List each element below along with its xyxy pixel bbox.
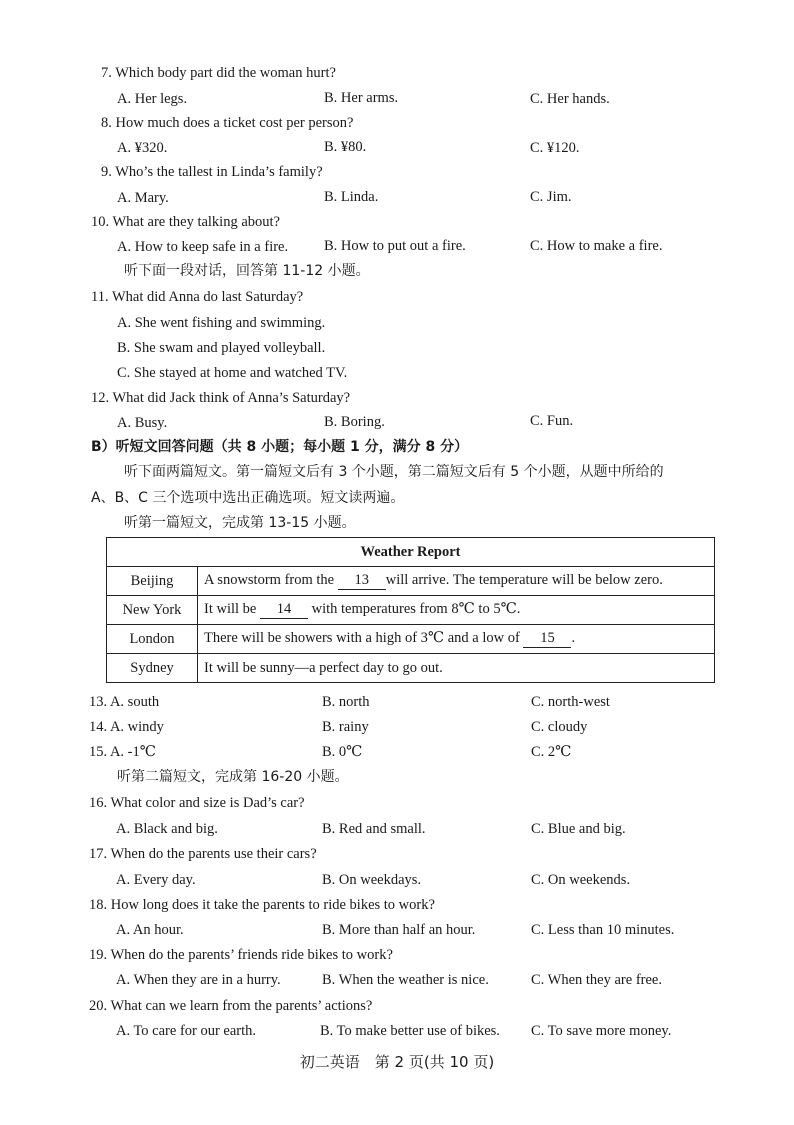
- option-13b: B. north: [322, 694, 370, 710]
- option-19a: A. When they are in a hurry.: [116, 972, 281, 988]
- section-b-title: B）听短文回答问题（共 8 小题；每小题 1 分，满分 8 分）: [91, 439, 469, 455]
- question-14: 14. A. windy: [89, 719, 164, 735]
- passage-2-instruction: 听第二篇短文，完成第 16-20 小题。: [117, 769, 349, 785]
- option-11b: B. She swam and played volleyball.: [117, 340, 326, 356]
- question-15: 15. A. -1℃: [89, 744, 156, 760]
- blank-13: 13: [338, 572, 386, 590]
- option-19c: C. When they are free.: [531, 972, 662, 988]
- table-row: [107, 567, 715, 596]
- question-7: 7. Which body part did the woman hurt?: [101, 65, 336, 81]
- option-17c: C. On weekends.: [531, 872, 631, 888]
- option-12b: B. Boring.: [324, 414, 385, 430]
- option-10b: B. How to put out a fire.: [324, 238, 466, 254]
- option-10a: A. How to keep safe in a fire.: [117, 239, 289, 255]
- question-12: 12. What did Jack think of Anna’s Saturday?: [91, 390, 351, 406]
- option-16c: C. Blue and big.: [531, 821, 626, 837]
- option-12a: A. Busy.: [117, 415, 168, 431]
- option-18b: B. More than half an hour.: [322, 922, 476, 938]
- forecast-cell: It will be 14 with temperatures from 8℃ to 5℃.: [198, 596, 715, 625]
- option-8a: A. ¥320.: [117, 140, 168, 156]
- option-8b: B. ¥80.: [324, 139, 367, 155]
- option-9c: C. Jim.: [530, 189, 572, 205]
- option-14b: B. rainy: [322, 719, 369, 735]
- option-20a: A. To care for our earth.: [116, 1023, 257, 1039]
- blank-15: 15: [523, 630, 571, 648]
- option-16a: A. Black and big.: [116, 821, 218, 837]
- city-cell: Beijing: [107, 567, 198, 596]
- question-11: 11. What did Anna do last Saturday?: [91, 289, 304, 305]
- weather-report-table: [106, 537, 715, 683]
- option-20b: B. To make better use of bikes.: [320, 1023, 500, 1039]
- option-17a: A. Every day.: [116, 872, 196, 888]
- question-10: 10. What are they talking about?: [91, 214, 280, 230]
- question-19: 19. When do the parents’ friends ride bikes to work?: [89, 947, 393, 963]
- option-19b: B. When the weather is nice.: [322, 972, 489, 988]
- question-18: 18. How long does it take the parents to ride bikes to work?: [89, 897, 435, 913]
- option-10c: C. How to make a fire.: [530, 238, 663, 254]
- table-row: [107, 625, 715, 654]
- option-11a: A. She went fishing and swimming.: [117, 315, 326, 331]
- option-12c: C. Fun.: [530, 413, 574, 429]
- option-15c: C. 2℃: [531, 744, 572, 760]
- table-row: [107, 596, 715, 625]
- question-20: 20. What can we learn from the parents’ actions?: [89, 998, 373, 1014]
- city-cell: New York: [107, 596, 198, 625]
- blank-14: 14: [260, 601, 308, 619]
- option-7a: A. Her legs.: [117, 91, 188, 107]
- option-9b: B. Linda.: [324, 189, 379, 205]
- table-title: Weather Report: [107, 538, 715, 567]
- option-15b: B. 0℃: [322, 744, 363, 760]
- city-cell: London: [107, 625, 198, 654]
- option-11c: C. She stayed at home and watched TV.: [117, 365, 348, 381]
- option-9a: A. Mary.: [117, 190, 169, 206]
- section-b-desc-1: 听下面两篇短文。第一篇短文后有 3 个小题，第二篇短文后有 5 个小题，从题中所给的: [124, 464, 664, 480]
- question-8: 8. How much does a ticket cost per person?: [101, 115, 354, 131]
- option-7c: C. Her hands.: [530, 91, 610, 107]
- page-footer: 初二英语 第 2 页(共 10 页): [299, 1053, 495, 1071]
- question-16: 16. What color and size is Dad’s car?: [89, 795, 305, 811]
- table-row: [107, 654, 715, 683]
- question-13: 13. A. south: [89, 694, 160, 710]
- option-20c: C. To save more money.: [531, 1023, 672, 1039]
- question-9: 9. Who’s the tallest in Linda’s family?: [101, 164, 323, 180]
- section-b-desc-2: A、B、C 三个选项中选出正确选项。短文读两遍。: [91, 490, 405, 506]
- option-13c: C. north-west: [531, 694, 610, 710]
- forecast-cell: A snowstorm from the 13 will arrive. The temperature will be below zero.: [198, 567, 715, 596]
- option-7b: B. Her arms.: [324, 90, 399, 106]
- instruction-11-12: 听下面一段对话，回答第 11-12 小题。: [124, 263, 370, 279]
- option-18a: A. An hour.: [116, 922, 184, 938]
- option-14c: C. cloudy: [531, 719, 588, 735]
- forecast-cell: It will be sunny—a perfect day to go out.: [198, 654, 715, 683]
- option-18c: C. Less than 10 minutes.: [531, 922, 675, 938]
- table-header-row: [107, 538, 715, 567]
- passage-1-instruction: 听第一篇短文，完成第 13-15 小题。: [124, 515, 356, 531]
- forecast-cell: There will be showers with a high of 3℃ and a low of 15 .: [198, 625, 715, 654]
- option-16b: B. Red and small.: [322, 821, 426, 837]
- question-17: 17. When do the parents use their cars?: [89, 846, 317, 862]
- city-cell: Sydney: [107, 654, 198, 683]
- option-8c: C. ¥120.: [530, 140, 580, 156]
- option-17b: B. On weekdays.: [322, 872, 422, 888]
